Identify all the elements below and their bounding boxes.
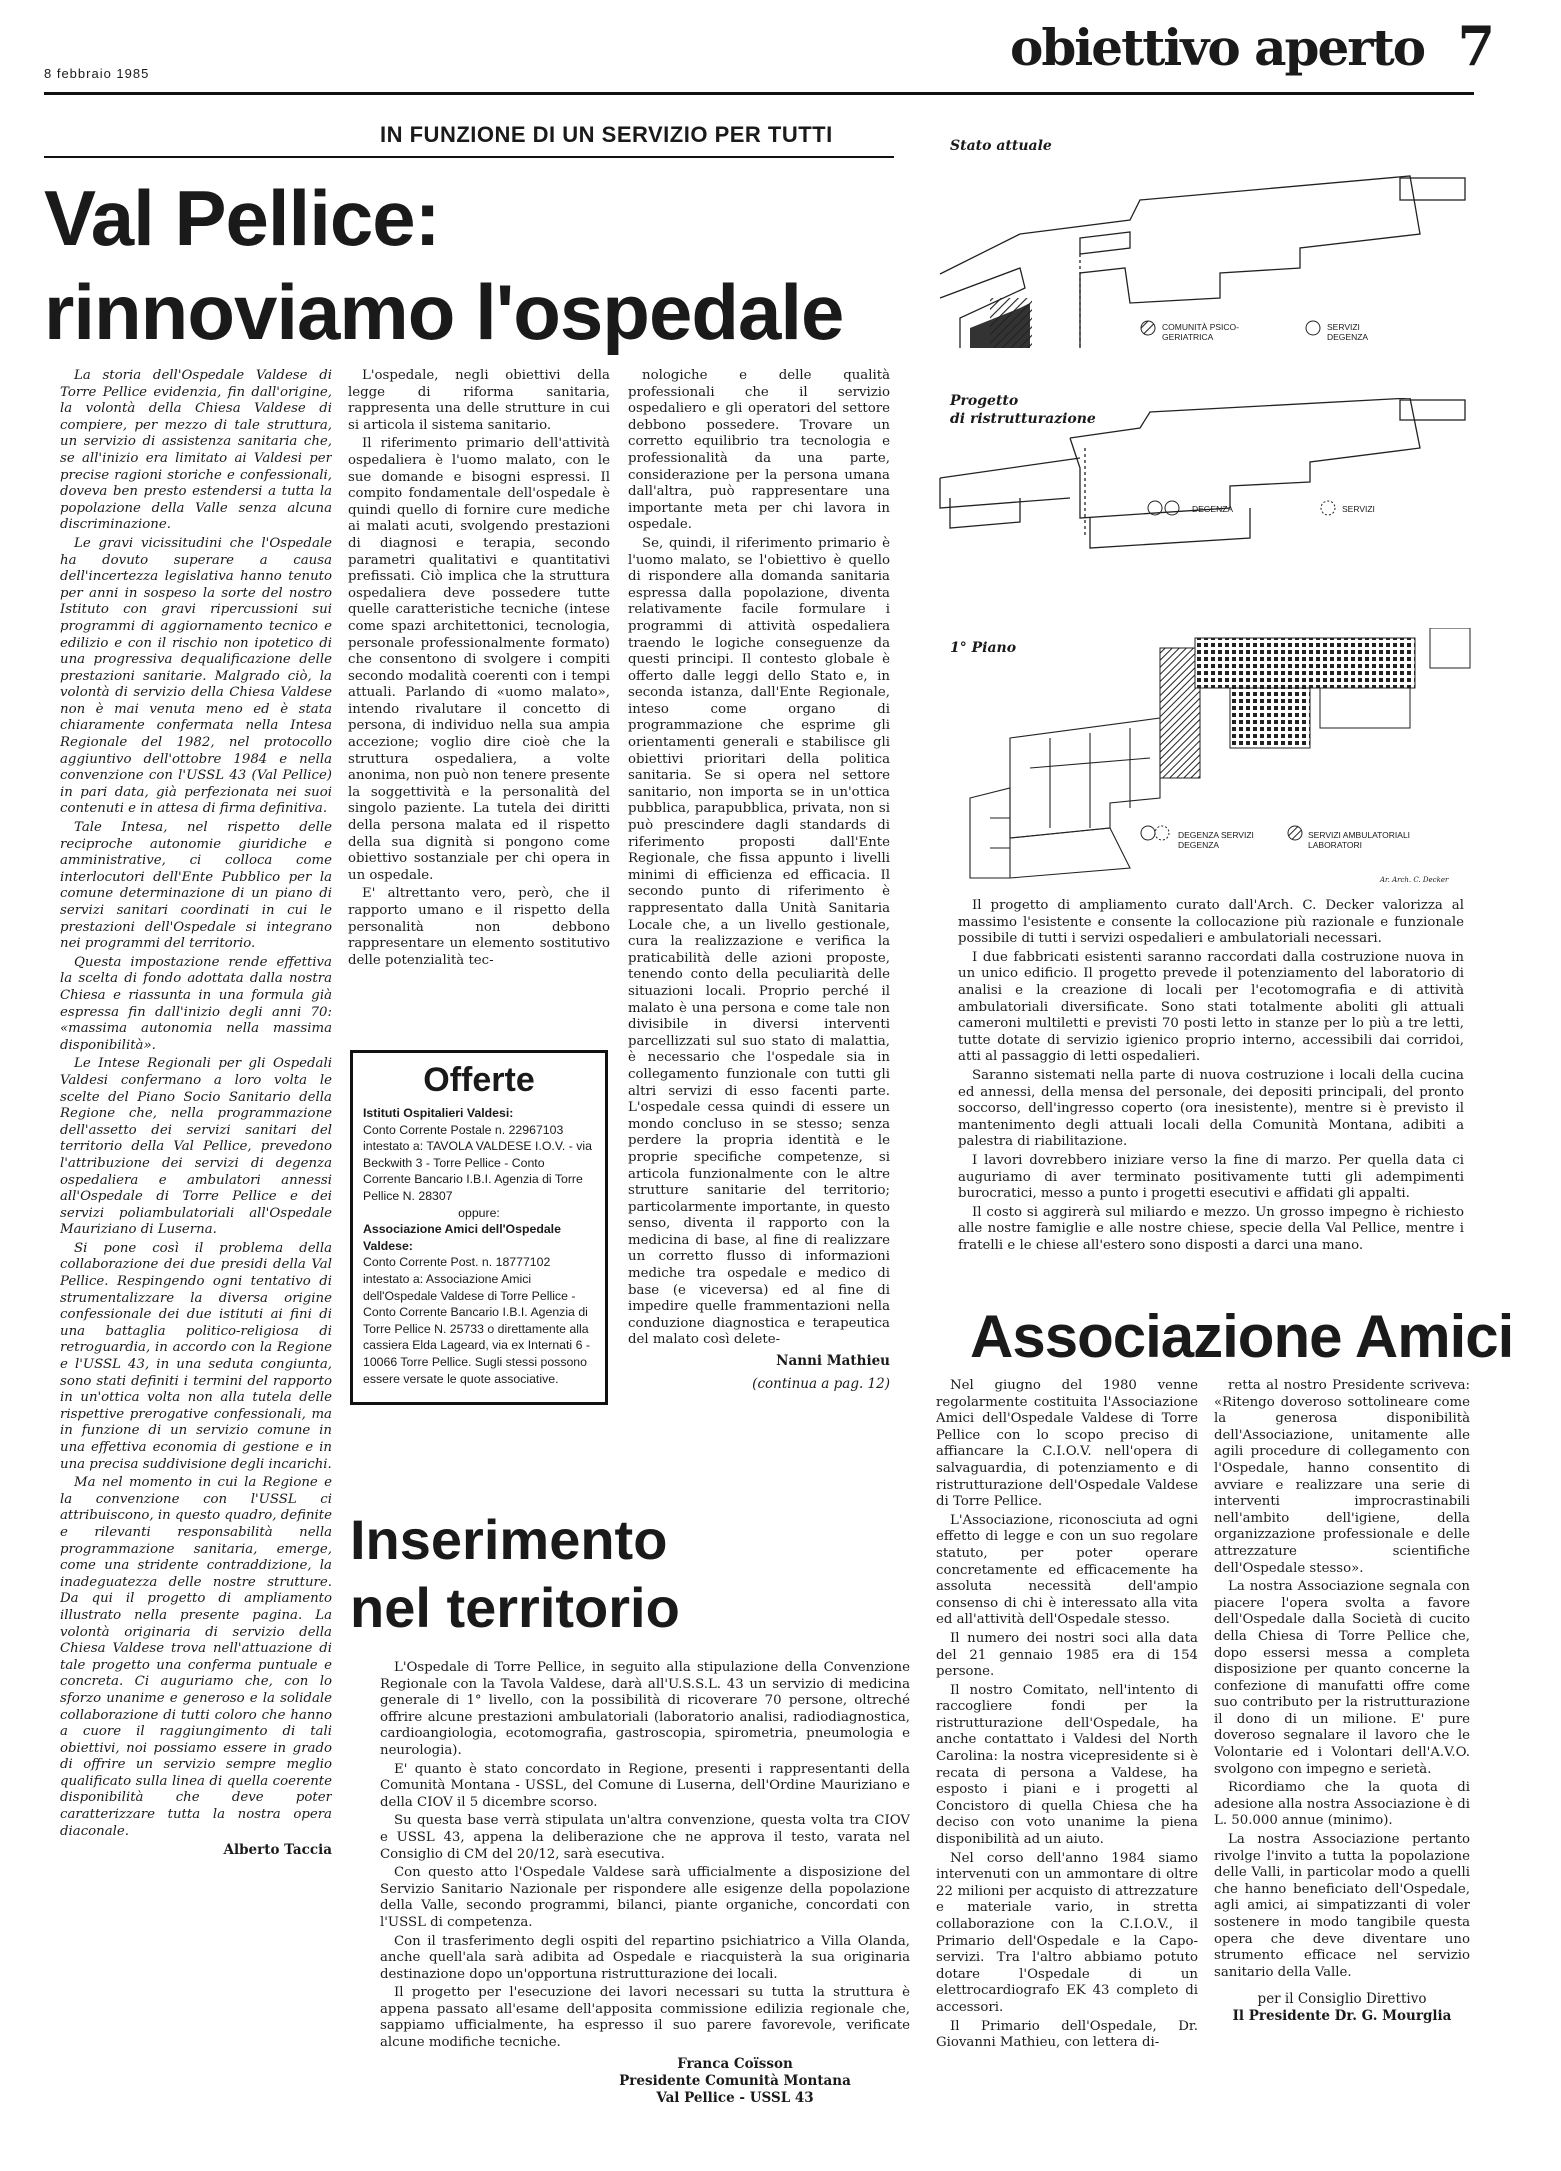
inserimento-paragraph: Con il trasferimento degli ospiti del repartino psichiatrico a Villa Olanda, anche quell'ala sarà adibita ad Ospedale e riacquisterà la sua originaria destinazione dopo un'opportuna ristrutturazione dei locali. [380, 1933, 910, 1982]
associazione-paragraph: Il numero dei nostri soci alla data del 21 gennaio 1985 era di 154 persone. [936, 1630, 1198, 1680]
plans-area [930, 108, 1490, 908]
associazione-paragraph: retta al nostro Presidente scriveva: «Ritengo doveroso sottolineare come la generosa disponibilità dell'Associazione, unitamente alle agili procedure di collegamento con l'Ospedale, hanno consentito di avviare e realizzare una serie di interventi improcrastinabili nell'ambito dell'igiene, della organizzazione professionale e delle attrezzature scientifiche dell'Ospedale stesso». [1214, 1378, 1470, 1576]
signature-coisson-role-2: Val Pellice - USSL 43 [656, 2089, 814, 2106]
associazione-paragraph: La nostra Associazione pertanto rivolge l'invito a tutta la popolazione delle Valli, in particolar modo a quelli che hanno beneficiato dell'Ospedale, agli amici, ai simpatizzanti di voler sostenere in modo tangibile questa opera che deve diventare uno strumento efficace nel servizio sanitario della Valle. [1214, 1832, 1470, 1980]
plan-progetto [930, 398, 1490, 598]
inserimento-paragraph: E' quanto è stato concordato in Regione, presenti i rappresentanti della Comunità Montana - USSL, del Comune di Luserna, dell'Ordine Mauriziano e della CIOV il 5 dicembre scorso. [380, 1761, 910, 1810]
associazione-paragraph: La nostra Associazione segnala con piacere l'opera svolta a favore dell'Ospedale dalla Società di cucito della Chiesa di Torre Pellice che, dopo essersi messa a completa disposizione per quanto concerne la confezione di manufatti offre come suo contributo per la ristrutturazione il dono di un milione. E' pure doveroso segnalare il lavoro che le Volontarie ed i Volontari dell'A.V.O. svolgono con impegno e serietà. [1214, 1579, 1470, 1777]
masthead-rule [44, 92, 1474, 95]
legend-comunita: COMUNITÀ PSICO-GERIATRICA [1162, 322, 1239, 342]
associazione-col-2 [1214, 1378, 1470, 2148]
kicker: IN FUNZIONE DI UN SERVIZIO PER TUTTI [380, 122, 833, 147]
progetto-paragraph: I due fabbricati esistenti saranno raccordati dalla costruzione nuova in un unico edificio. Il progetto prevede il potenziamento del laboratorio di analisi e la creazione di locali per l'ecotomografia e di attività ambulatoriali diversificate. Sono stati totalmente aboliti gli attuali cameroni multiletti e previsti 70 posti letto in stanze per lo più a tre letti, tutte dotate di servizio igienico proprio interno, accessibili dai corridoi, atti al passaggio di letti ospedalieri. [958, 949, 1464, 1065]
offerte-account-1: Conto Corrente Postale n. 22967103 intestato a: TAVOLA VALDESE I.O.V. - via Beckwith 3 - Torre Pellice - Conto Corrente Bancario I.B.I. Agenzia di Torre Pellice N. 28307 [363, 1122, 592, 1203]
signature-coisson: Franca Coïsson [677, 2055, 793, 2072]
main-article-paragraph: Il riferimento primario dell'attività ospedaliera è l'uomo malato, con le sue domande e bisogni espressi. Il compito fondamentale dell'ospedale è quindi quello di fornire cure mediche ai malati acuti, svolgendo prestazioni di diagnosi e terapia, secondo parametri qualitativi e quantitativi prefissati. Ciò implica che la struttura ospedaliera deve possedere tutte quelle caratteristiche tecniche (intese come spazi architettonici, tecnologia, personale professionalmente formato) che consentono di svolgere i compiti secondo modalità coerenti con i tempi attuali. Parlando di «uomo malato», intendo rivalutare il concetto di persona, di individuo nella sua ampia accezione; voglio dire cioè che la struttura ospedaliera, a volte anonima, non può non tenere presente la soggettività e la personalità del singolo paziente. La tutela dei diritti della persona malata ed il rispetto della sua dignità si pongono come obiettivo sostanziale per chi opera in un ospedale. [348, 436, 610, 883]
offerte-title: Offerte [423, 1061, 535, 1099]
legend-servizi: SERVIZI [1342, 504, 1375, 514]
progetto-paragraph: Il costo si aggirerà sul miliardo e mezzo. Un grosso impegno è richiesto alle nostre famiglie e alle nostre chiese, specie della Val Pellice, mentre i fratelli e le chiese all'estero sono disposti a darci una mano. [958, 1204, 1464, 1253]
plan-label-piano: 1° Piano [950, 640, 1017, 656]
signature-coisson-role-1: Presidente Comunità Montana [619, 2072, 851, 2089]
kicker-rule [44, 156, 894, 158]
continued-note: (continua a pag. 12) [752, 1376, 890, 1393]
inserimento-paragraph: Con questo atto l'Ospedale Valdese sarà ufficialmente a disposizione del Servizio Sanitario Nazionale per rispondere alle esigenze della popolazione della Valle, secondo programmi, bilanci, piante organiche, concordati con l'USSL di competenza. [380, 1865, 910, 1930]
plan-label-progetto-2: di ristrutturazione [950, 411, 1096, 427]
main-article-paragraph: Tale Intesa, nel rispetto delle reciproche autonomie giuridiche e amministrative, ci colloca come interlocutori dell'Ente Pubblico per la comune determinazione di un piano di servizi sanitari coordinati in cui le prestazioni dell'Ospedale si integrano nei programmi del territorio. [60, 820, 332, 952]
progetto-article [958, 898, 1464, 1298]
headline-line-1: Val Pellice: [44, 174, 440, 262]
main-article-col-2 [348, 368, 610, 1028]
inserimento-article [380, 1660, 910, 2150]
offerte-box [350, 1050, 608, 1405]
section-name: obiettivo aperto [1010, 18, 1425, 77]
associazione-paragraph: Ricordiamo che la quota di adesione alla nostra Associazione è di L. 50.000 annue (minimo). [1214, 1780, 1470, 1829]
main-article-paragraph: Questa impostazione rende effettiva la scelta di fondo adottata dalla nostra Chiesa e riassunta in una formula già espressa fin dall'inizio degli anni 70: «massima autonomia nella massima disponibilità». [60, 954, 332, 1053]
section-title [1010, 16, 1493, 78]
progetto-paragraph: I lavori dovrebbero iniziare verso la fine di marzo. Per quella data ci auguriamo di aver terminato positivamente tutti gli adempimenti burocratici, messo a punto i progetti esecutivi e affidati gli appalti. [958, 1152, 1464, 1202]
associazione-paragraph: L'Associazione, riconosciuta ad ogni effetto di legge e con un suo regolare statuto, per poter operare concretamente ed efficacemente ha assoluta necessità dell'ampio consenso di chi è interessato alla vita ed all'attività dell'Ospedale stesso. [936, 1512, 1198, 1628]
inserimento-paragraph: L'Ospedale di Torre Pellice, in seguito alla stipulazione della Convenzione Regionale con la Tavola Valdese, darà all'U.S.S.L. 43 un servizio di medicina generale di 1° livello, con la possibilità di ricoverare 70 persone, oltreché offrire alcune prestazioni ambulatoriali (laboratorio analisi, radiodiagnostica, cardioangiologia, ecotomografia, gastroscopia, spirometria, pneumologia e neurologia). [380, 1660, 910, 1758]
byline-taccia: Alberto Taccia [223, 1842, 332, 1859]
main-article-paragraph: Se, quindi, il riferimento primario è l'uomo malato, se l'obiettivo è quello di rispondere alla domanda sanitaria espressa dalla popolazione, diventa relativamente facile formulare i programmi di attività ospedaliera traendo le logiche conseguenze da questi principi. Il contesto globale è offerto dalle leggi dello Stato e, in seconda istanza, dall'Ente Regionale, inteso come organo di programmazione che esprime gli orientamenti generali e stabilisce gli obiettivi prioritari della politica sanitaria. Se si opera nel settore sanitario, non importa se in un'ottica pubblica, parapubblica, privata, non si può prescindere dagli standards di riferimento proposti dall'Ente Regionale, che fissa appunto i livelli minimi di efficienza ed efficacia. Il secondo punto di riferimento è rappresentato dalla Unità Sanitaria Locale che, a un livello gestionale, cura la realizzazione e verifica la praticabilità delle azioni proposte, tenendo conto della peculiarità delle situazioni locali. Proprio perché il malato è una persona e come tale non divisibile in diversi interventi parcellizzati sul suo stato di malattia, è necessario che l'ospedale sia in collegamento funzionale con tutti gli altri servizi di esso facenti parte. L'ospedale cessa quindi di essere un mondo concluso in se stesso; senza perdere la propria identità e le proprie specifiche competenze, si articola funzionalmente con le altre strutture sanitarie del territorio; particolarmente importante, in questo senso, diventa il rapporto con la medicina di base, al fine di realizzare un corretto flusso di informazioni mediche tra ospedale e medico di base (e viceversa) ed al fine di impedire quelle frammentazioni nella conduzione diagnostica e terapeutica del malato così deletе- [628, 535, 890, 1348]
associazione-col-1 [936, 1378, 1198, 2148]
main-article-col-3 [628, 368, 890, 1498]
legend-degenza: DEGENZA [1192, 504, 1234, 514]
main-article-paragraph: Si pone così il problema della collaborazione dei due presidi della Val Pellice. Respingendo ogni tentativo di strumentalizzare la diversa origine confessionale dei due istituti ai fini di una battaglia politico-religiosa di retroguardia, in accordo con la Regione e l'USSL 43, in una seduta congiunta, sono stati definiti i termini del rapporto in un'ottica volta non alla tutela delle rispettive prerogative confessionali, ma in funzione di un servizio comune in una effettiva economia di gestione e in una precisa suddivisione degli incarichi. [60, 1240, 332, 1472]
signature-mourglia: Il Presidente Dr. G. Mourglia [1232, 2008, 1452, 2025]
main-article-paragraph: Ma nel momento in cui la Regione e la convenzione con l'USSL ci attribuiscono, in questo quadro, definite e rilevanti responsabilità nella programmazione sanitaria, emerge, come una stridente contraddizione, la inadeguatezza delle nostre strutture. Da qui il progetto di ampliamento illustrato nella presente pagina. La volontà originaria di servizio della Chiesa Valdese trova nell'attuazione di tale progetto una conferma puntuale e concreta. Ci auguriamo che, con lo sforzo unanime e generoso e la solidale collaborazione di tutti coloro che hanno a cuore il raggiungimento di tali obiettivi, noi possiamo essere in grado di offrire un servizio sempre meglio qualificato sulla linea di quella coerente disponibilità che deve poter caratterizzare tutta la nostra opera diaconale. [60, 1475, 332, 1839]
progetto-paragraph: Saranno sistemati nella parte di nuova costruzione i locali della cucina ed annessi, della mensa del personale, dei depositi principali, del pronto soccorso, dell'ingresso coperto (ora inesistente), mentre si è previsto il mantenimento degli attuali locali della Comunità Montana, adibiti a palestra di riabilitazione. [958, 1067, 1464, 1150]
progetto-paragraph: Il progetto di ampliamento curato dall'Arch. C. Decker valorizza al massimo l'esistente e consente la collocazione più razionale e funzionale possibile di tutti i servizi ospedalieri e ambulatoriali necessari. [958, 898, 1464, 947]
main-article-paragraph: Le gravi vicissitudini che l'Ospedale ha dovuto superare a causa dell'incertezza legislativa hanno tenuto per anni in sospeso la sorte del nostro Istituto con gravi ripercussioni sui programmi di aggiornamento tecnico e edilizio e con il rischio non ipotetico di una progressiva dequalificazione delle prestazioni sanitarie. Malgrado ciò, la volontà di servizio della Chiesa Valdese non è mai venuta meno ed è stata chiaramente confermata nella Intesa Regionale del 1982, nel protocollo aggiuntivo dell'ottobre 1984 e nella convenzione con l'USSL 43 (Val Pellice) in pari data, già perfezionata nei suoi contenuti e in attesa di firma definitiva. [60, 535, 332, 817]
byline-mathieu: Nanni Mathieu [776, 1353, 890, 1370]
main-article-col-1 [60, 368, 332, 2078]
offerte-heading-2: Associazione Amici dell'Ospedale Valdese: [363, 1222, 561, 1253]
main-article-paragraph: Le Intese Regionali per gli Ospedali Valdesi confermano a loro volta le scelte del Piano Socio Sanitario della Regione che, nella programmazione dell'assetto dei servizi sanitari del territorio della Val Pellice, prevedono l'attribuzione dei servizi di degenza ospedaliera e ambulatori annessi all'Ospedale di Torre Pellice e dei servizi poliambulatoriali all'Ospedale Mauriziano di Luserna. [60, 1056, 332, 1238]
issue-date: 8 febbraio 1985 [44, 66, 150, 81]
main-article-paragraph: nologiche e delle qualità professionali che il servizio ospedaliero e gli operatori del settore debbono possedere. Trovare un corretto equilibrio tra tecnologia e professionalità da una parte, considerazione per la persona umana dall'altra, può rappresentare una importante meta per chi lavora in ospedale. [628, 368, 890, 533]
offerte-heading-1: Istituti Ospitalieri Valdesi: [363, 1106, 514, 1120]
legend-servizi-degenza: SERVIZI DEGENZA [1327, 322, 1369, 342]
signature-consiglio: per il Consiglio Direttivo [1257, 1991, 1427, 2008]
main-article-paragraph: L'ospedale, negli obiettivi della legge di riforma sanitaria, rappresenta una delle strutture in cui si articola il sistema sanitario. [348, 368, 610, 433]
associazione-paragraph: Il Primario dell'Ospedale, Dr. Giovanni Mathieu, con lettera di- [936, 2018, 1198, 2051]
inserimento-paragraph: Il progetto per l'esecuzione dei lavori necessari su tutta la struttura è appena passato all'esame dell'apposita commissione edilizia regionale che, sappiamo ufficialmente, ha espresso il suo parere favorevole, verificate alcune modifiche tecniche. [380, 1985, 910, 2051]
plan-label-stato: Stato attuale [950, 138, 1052, 154]
inserimento-headline-2: nel territorio [350, 1576, 680, 1639]
associazione-paragraph: Nel giugno del 1980 venne regolarmente costituita l'Associazione Amici dell'Ospedale Valdese di Torre Pellice con lo scopo preciso di affiancare la C.I.O.V. nell'opera di salvaguardia, di potenziamento e di ristrutturazione dell'Ospedale Valdese di Torre Pellice. [936, 1378, 1198, 1510]
plan-label-progetto: Progetto [950, 393, 1019, 409]
legend-ambulatoriali: SERVIZI AMBULATORIALI LABORATORI [1308, 830, 1411, 850]
offerte-oppure: oppure: [458, 1205, 500, 1220]
main-article-paragraph: E' altrettanto vero, però, che il rapporto umano e il rispetto della personalità non debbono rappresentare un elemento sostitutivo delle potenzialità tec- [348, 886, 610, 968]
offerte-account-2: Conto Corrente Post. n. 18777102 intestato a: Associazione Amici dell'Ospedale Valdese di Torre Pellice - Conto Corrente Bancario I.B.I. Agenzia di Torre Pellice N. 25733 o direttamente alla cassiera Elda Lageard, via ex Internati 6 - 10066 Torre Pellice. Sugli stessi possono essere versate le quote associative. [363, 1255, 590, 1386]
headline-line-2: rinnoviamo l'ospedale [44, 268, 844, 356]
main-article-paragraph: La storia dell'Ospedale Valdese di Torre Pellice evidenzia, fin dall'origine, la volontà della Chiesa Valdese di compiere, per mezzo di tale struttura, un servizio di assistenza sanitaria che, se all'inizio era limitato ai Valdesi per precise ragioni storiche e confessionali, doveva ben presto estendersi a tutta la popolazione della Valle senza alcuna discriminazione. [60, 368, 332, 533]
plan-stato-attuale [930, 148, 1490, 348]
plan-primo-piano [930, 628, 1490, 908]
associazione-paragraph: Nel corso dell'anno 1984 siamo intervenuti con un ammontare di oltre 22 milioni per acquisto di attrezzature e materiale vario, in stretta collaborazione con la C.I.O.V., il Primario dell'Ospedale e la Capo-servizi. Tra l'altro abbiamo potuto dotare l'Ospedale di un elettrocardiografo EK 43 completo di accessori. [936, 1850, 1198, 2015]
inserimento-headline-1: Inserimento [350, 1508, 668, 1571]
legend-degenza-servizi: DEGENZA SERVIZI DEGENZA [1178, 830, 1254, 850]
associazione-headline: Associazione Amici [970, 1303, 1514, 1370]
page-number: 7 [1457, 14, 1494, 78]
inserimento-paragraph: Su questa base verrà stipulata un'altra convenzione, questa volta tra CIOV e USSL 43, appena la deliberazione che ne approva il testo, varata nel Consiglio di CM del 20/12, sarà esecutiva. [380, 1813, 910, 1862]
associazione-paragraph: Il nostro Comitato, nell'intento di raccogliere fondi per la ristrutturazione dell'Ospedale, ha anche contattato i Valdesi del North Carolina: la nostra vicepresidente si è recata di persona a Valdese, ha esposto i piani e i progetti al Concistoro di quella Chiesa che ha deciso con voto unanime la piena disponibilità ad un aiuto. [936, 1682, 1198, 1848]
plan-credit: Ar. Arch. C. Decker [1380, 876, 1449, 884]
